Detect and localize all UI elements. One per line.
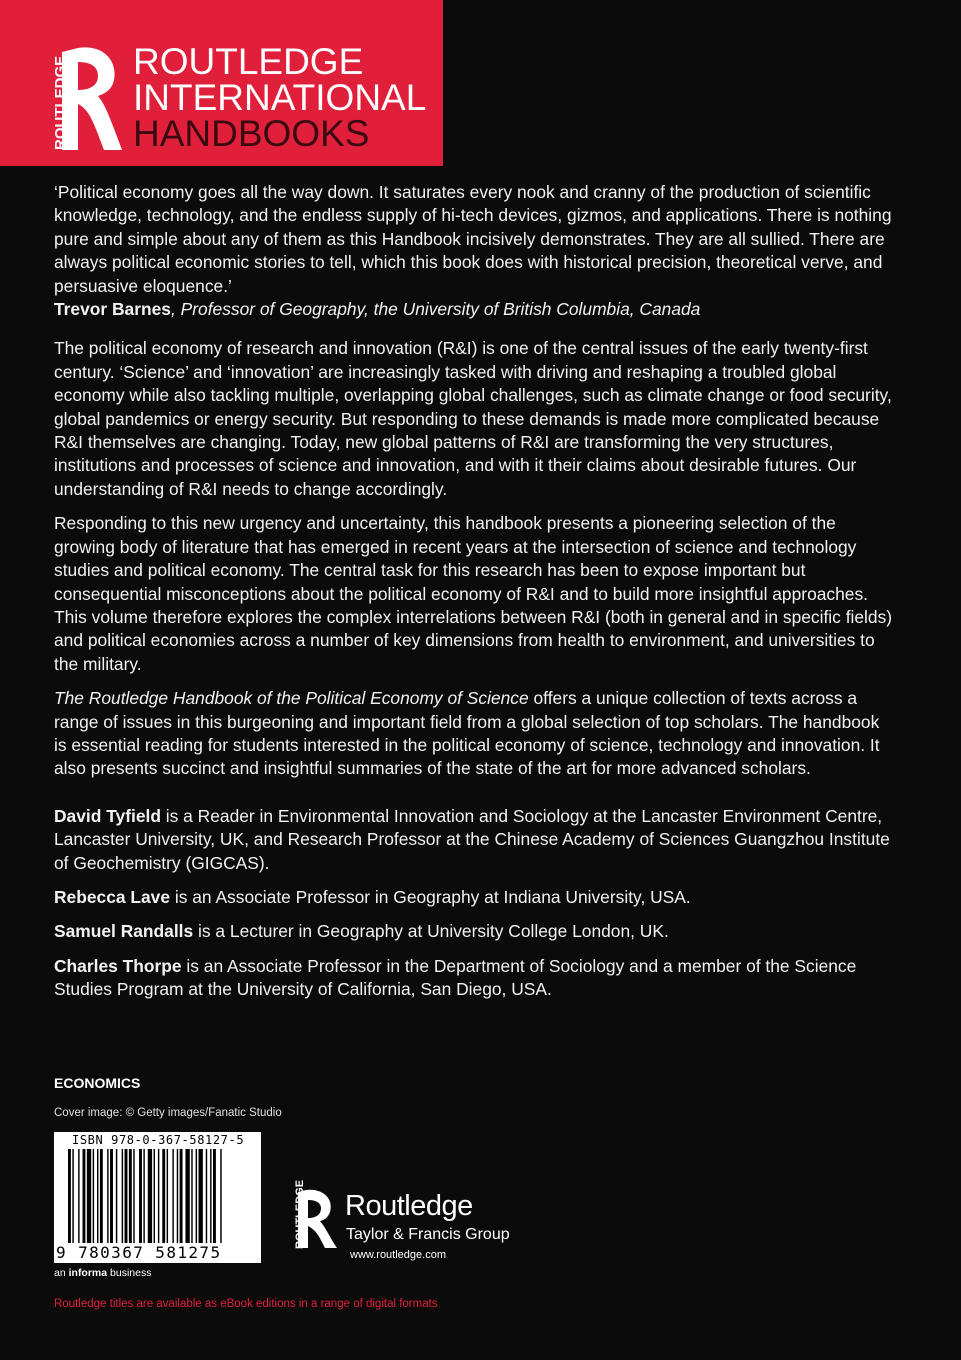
endorsement-quote <box>54 181 894 321</box>
editor-bio-text: is an Associate Professor in Geography at Indiana University, USA. <box>170 886 691 907</box>
informa-prefix: an <box>54 1267 69 1279</box>
publisher-name: Routledge <box>345 1190 473 1222</box>
series-title-line1: ROUTLEDGE <box>133 41 364 82</box>
barcode-bars <box>68 1149 258 1249</box>
series-title-line2: INTERNATIONAL <box>133 77 427 118</box>
editor-bio-text: is a Reader in Environmental Innovation and Sociology at the Lancaster Environment Centre, Lancaster University, UK, and Research Professor at the Chinese Academy of Sciences Guangzhou Institute of Geochemistry (GIGCAS). <box>54 805 890 873</box>
quote-affiliation: , Professor of Geography, the University of British Columbia, Canada <box>170 299 701 320</box>
editor-bio <box>54 886 894 909</box>
series-banner <box>0 0 443 166</box>
quote-text: ‘Political economy goes all the way down. It saturates every nook and cranny of the production of scientific knowledge, technology, and the endless supply of hi-tech devices, gizmos, and applications. There is nothing pure and simple about any of them as this Handbook incisively demonstrates. They are all sullied. There are always political economic stories to tell, which this book does with historical precision, theoretical verve, and persuasive eloquence.’ <box>54 182 892 296</box>
description-paragraph-1: The political economy of research and innovation (R&I) is one of the central issues of the early twenty-first century. ‘Science’ and ‘innovation’ are increasingly tasked with driving and reshaping a troubled global economy while also tackling multiple, overlapping global challenges, such as climate change or food security, global pandemics or energy security. But responding to these demands is made more complicated because R&I themselves are changing. Today, new global patterns of R&I are transforming the very structures, institutions and processes of science and innovation, and with it their claims about desirable futures. Our understanding of R&I needs to change accordingly. <box>54 338 892 499</box>
publisher-group: Taylor & Francis Group <box>346 1226 510 1243</box>
ebook-availability-note: Routledge titles are available as eBook editions in a range of digital formats <box>54 1298 438 1310</box>
description-paragraph-3 <box>54 687 894 781</box>
editor-bio <box>54 955 894 1002</box>
banner-vertical-wordmark: ROUTLEDGE <box>52 55 69 150</box>
editor-name: Samuel Randalls <box>54 921 194 942</box>
publisher-vertical-wordmark: ROUTLEDGE <box>294 1179 306 1249</box>
editor-bio-text: is an Associate Professor in the Department of Sociology and a member of the Science Studies Program at the University of California, San Diego, USA. <box>54 955 857 1000</box>
editor-name: David Tyfield <box>54 805 161 826</box>
back-cover-text <box>54 181 894 1013</box>
description-paragraph-3-text: offers a unique collection of texts across a range of issues in this burgeoning and important field from a global selection of top scholars. The handbook is essential reading for students interested in the political economy of science, technology and innovation. It also presents succinct and insightful summaries of the state of the art for more advanced scholars. <box>54 688 880 779</box>
quote-author: Trevor Barnes <box>54 299 171 320</box>
editor-name: Rebecca Lave <box>54 886 171 907</box>
editor-bio <box>54 920 894 943</box>
series-title-line3: HANDBOOKS <box>133 113 370 154</box>
subject-category: ECONOMICS <box>54 1075 141 1091</box>
editor-bio <box>54 805 894 875</box>
informa-business-note <box>54 1267 151 1279</box>
series-title <box>133 41 427 154</box>
isbn-barcode <box>54 1132 261 1263</box>
publisher-website: www.routledge.com <box>350 1249 446 1261</box>
editor-bio-text: is a Lecturer in Geography at University College London, UK. <box>193 921 669 942</box>
barcode-number: 9 780367 581275 <box>56 1243 222 1262</box>
cover-image-credit: Cover image: © Getty images/Fanatic Studio <box>54 1107 282 1119</box>
editor-name: Charles Thorpe <box>54 955 182 976</box>
isbn-label: ISBN 978-0-367-58127-5 <box>72 1133 245 1147</box>
description-paragraph-2: Responding to this new urgency and uncertainty, this handbook presents a pioneering selection of the growing body of literature that has emerged in recent years at the intersection of science and technology studies and political economy. The central task for this research has been to expose important but consequential misconceptions about the political economy of R&I and to build more insightful approaches. This volume therefore explores the complex interrelations between R&I (both in general and in specific fields) and political economies across a number of key dimensions from health to environment, and universities to the military. <box>54 513 893 674</box>
informa-suffix: business <box>107 1267 152 1279</box>
informa-brand: informa <box>68 1267 108 1279</box>
book-title: The Routledge Handbook of the Political Economy of Science <box>54 688 529 709</box>
